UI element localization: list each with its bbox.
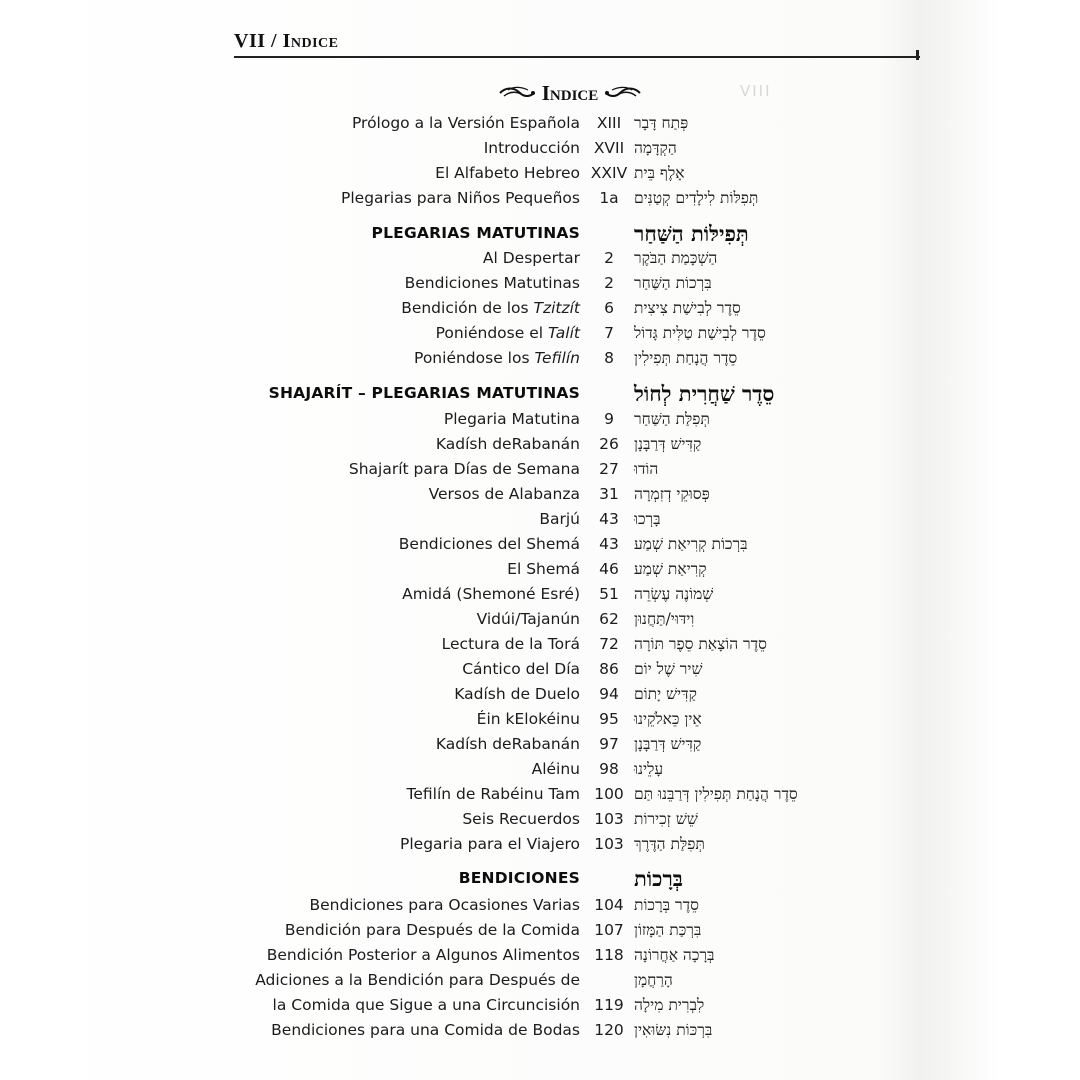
toc-entry xyxy=(0,136,1080,161)
entry-title: Barjú xyxy=(539,510,580,528)
entry-title: El Shemá xyxy=(507,560,580,578)
entry-title: Adiciones a la Bendición para Después de xyxy=(255,971,580,989)
entry-page: 95 xyxy=(599,710,619,728)
entry-title: Bendiciones para una Comida de Bodas xyxy=(271,1021,580,1039)
section-hebrew: סֵדֶר שַׁחֲרִית לְחוֹל xyxy=(634,381,775,406)
entry-title: Kadísh de Duelo xyxy=(454,685,580,703)
section-hebrew: תְּפִילּוֹת הַשַּׁחַר xyxy=(634,221,749,246)
entry-title: Bendición Posterior a Algunos Alimentos xyxy=(266,946,580,964)
section-heading xyxy=(0,381,1080,406)
entry-hebrew: לִבְרִית מִילָה xyxy=(634,996,705,1014)
entry-page: 107 xyxy=(594,921,624,939)
entry-hebrew: סֵדֶר הוֹצָאַת סֵפֶר תּוֹרָה xyxy=(634,635,767,653)
section-heading xyxy=(0,866,1080,891)
entry-hebrew: הַשְׁכָּמַת הַבֹּקֶר xyxy=(634,249,718,267)
entry-title xyxy=(414,346,580,371)
entry-page: 118 xyxy=(594,946,624,964)
entry-title: Amidá (Shemoné Esré) xyxy=(402,585,580,603)
entry-page: 6 xyxy=(604,299,614,317)
toc-entry xyxy=(0,161,1080,186)
toc-entry xyxy=(0,482,1080,507)
entry-hebrew: בִּרְכּוֹת נִשּׂוּאִין xyxy=(634,1021,713,1039)
entry-page: 26 xyxy=(599,435,619,453)
entry-title: Versos de Alabanza xyxy=(428,485,580,503)
toc-entry xyxy=(0,507,1080,532)
bleed-through-text: VIII xyxy=(740,82,772,100)
entry-page: 46 xyxy=(599,560,619,578)
section-title: SHAJARÍT – PLEGARIAS MATUTINAS xyxy=(268,384,580,402)
entry-hebrew: בִּרְכַּת הַמָּזוֹן xyxy=(634,921,702,939)
entry-hebrew: פְּסוּקֵי דְזִמְרָה xyxy=(634,485,710,503)
entry-title-italic: Tzitzít xyxy=(533,299,580,317)
toc-entry xyxy=(0,782,1080,807)
toc-entry xyxy=(0,111,1080,136)
entry-page: 104 xyxy=(594,896,624,914)
entry-title-prefix: Poniéndose los xyxy=(414,349,535,367)
toc-entry xyxy=(0,682,1080,707)
entry-hebrew: הַקְדָּמָה xyxy=(634,139,677,157)
entry-hebrew: סֵדֶר לְבִישַׁת צִיצִית xyxy=(634,299,741,317)
entry-page: 86 xyxy=(599,660,619,678)
entry-title: Bendiciones del Shemá xyxy=(398,535,580,553)
entry-title: Cántico del Día xyxy=(462,660,580,678)
entry-page: 120 xyxy=(594,1021,624,1039)
entry-hebrew: סֵדֶר בְּרָכוֹת xyxy=(634,896,699,914)
toc-entry xyxy=(0,1018,1080,1043)
toc-entry xyxy=(0,707,1080,732)
entry-hebrew: שֵׁשׁ זְכִירוֹת xyxy=(634,810,698,828)
entry-hebrew: תְּפִלּוֹת לִילָדִים קְטַנִּים xyxy=(634,189,759,207)
toc-entry xyxy=(0,432,1080,457)
entry-hebrew: פְּתַח דָּבָר xyxy=(634,114,689,132)
entry-page: 72 xyxy=(599,635,619,653)
toc-entry xyxy=(0,557,1080,582)
entry-hebrew: עָלֵינוּ xyxy=(634,760,664,778)
title-text: Indice xyxy=(541,80,599,105)
entry-hebrew: בָּרְכוּ xyxy=(634,510,661,528)
entry-title: Bendiciones Matutinas xyxy=(404,274,580,292)
entry-title xyxy=(401,296,580,321)
toc-entry xyxy=(0,832,1080,857)
entry-page: 43 xyxy=(599,535,619,553)
entry-hebrew: בִּרְכוֹת קְרִיאַת שְׁמַע xyxy=(634,535,748,553)
toc-entry xyxy=(0,893,1080,918)
left-ornament-icon xyxy=(498,85,536,101)
entry-page: 97 xyxy=(599,735,619,753)
entry-hebrew: הוֹדוּ xyxy=(634,460,659,478)
section-hebrew: בְּרָכוֹת xyxy=(634,866,683,891)
entry-page: 62 xyxy=(599,610,619,628)
index-title xyxy=(470,76,670,110)
toc-entry xyxy=(0,246,1080,271)
entry-title: Seis Recuerdos xyxy=(462,810,580,828)
toc-entry xyxy=(0,296,1080,321)
section-title: BENDICIONES xyxy=(458,869,580,887)
entry-page: 9 xyxy=(604,410,614,428)
entry-title-prefix: Poniéndose el xyxy=(435,324,548,342)
entry-hebrew: קְרִיאַת שְׁמַע xyxy=(634,560,707,578)
entry-page: 94 xyxy=(599,685,619,703)
entry-page: 31 xyxy=(599,485,619,503)
toc-entry xyxy=(0,918,1080,943)
entry-title: Aléinu xyxy=(531,760,580,778)
entry-title-italic: Tefilín xyxy=(534,349,580,367)
entry-title: Al Despertar xyxy=(482,249,580,267)
toc-entry xyxy=(0,657,1080,682)
section-title: PLEGARIAS MATUTINAS xyxy=(371,224,580,242)
entry-title: Lectura de la Torá xyxy=(441,635,580,653)
entry-title: Shajarít para Días de Semana xyxy=(348,460,580,478)
entry-title: Bendición para Después de la Comida xyxy=(284,921,580,939)
right-ornament-icon xyxy=(604,85,642,101)
entry-title: Prólogo a la Versión Española xyxy=(351,114,580,132)
entry-hebrew: קַדִּישׁ דְּרַבָּנָן xyxy=(634,435,702,453)
entry-page: 2 xyxy=(604,249,614,267)
entry-page: XIII xyxy=(596,114,622,132)
toc-entry xyxy=(0,407,1080,432)
entry-page: 43 xyxy=(599,510,619,528)
entry-page: 98 xyxy=(599,760,619,778)
entry-title xyxy=(436,321,580,346)
entry-hebrew: בְּרָכָה אַחֲרוֹנָה xyxy=(634,946,715,964)
toc-entry xyxy=(0,346,1080,371)
entry-title: Plegaria Matutina xyxy=(443,410,580,428)
toc-entry xyxy=(0,582,1080,607)
entry-page: 100 xyxy=(594,785,624,803)
entry-title: la Comida que Sigue a una Circuncisión xyxy=(272,996,580,1014)
entry-hebrew: תְּפִלַּת הַדֶּרֶךְ xyxy=(634,835,705,853)
entry-hebrew: סֵדֶר הֲנָחַת תְּפִילִין דְּרַבֵּנוּ תַּם xyxy=(634,785,798,803)
toc-entry xyxy=(0,993,1080,1018)
toc-entry xyxy=(0,271,1080,296)
toc-entry xyxy=(0,943,1080,968)
toc-entry xyxy=(0,968,1080,993)
entry-page: XVII xyxy=(593,139,625,157)
entry-hebrew: קַדִּישׁ יָתוֹם xyxy=(634,685,697,703)
toc-entry xyxy=(0,186,1080,211)
entry-page: 1a xyxy=(599,189,619,207)
entry-hebrew: וִידּוּי/תַּחֲנוּן xyxy=(634,610,695,628)
entry-hebrew: קַדִּישׁ דְּרַבָּנָן xyxy=(634,735,702,753)
entry-page: 103 xyxy=(594,835,624,853)
header-rule-tick xyxy=(916,50,919,60)
entry-title: Tefilín de Rabéinu Tam xyxy=(406,785,580,803)
entry-title-italic: Talít xyxy=(547,324,580,342)
toc-entry xyxy=(0,321,1080,346)
entry-title: Plegarias para Niños Pequeños xyxy=(341,189,580,207)
entry-hebrew: אֵין כֵּאלֹקֵינוּ xyxy=(634,710,702,728)
entry-hebrew: שִׁיר שֶׁל יוֹם xyxy=(634,660,703,678)
entry-hebrew: שְׁמוֹנֶה עֶשְׂרֵה xyxy=(634,585,714,603)
entry-title: El Alfabeto Hebreo xyxy=(435,164,580,182)
entry-title: Plegaria para el Viajero xyxy=(400,835,580,853)
entry-hebrew: אָלֶף בֵּית xyxy=(634,164,685,182)
entry-title: Kadísh deRabanán xyxy=(435,735,580,753)
toc-entry xyxy=(0,632,1080,657)
entry-title: Éin kElokéinu xyxy=(476,710,580,728)
toc-entry xyxy=(0,732,1080,757)
toc-entry xyxy=(0,757,1080,782)
running-head: VII / Indice xyxy=(234,30,339,52)
entry-page: 103 xyxy=(594,810,624,828)
entry-page: 2 xyxy=(604,274,614,292)
entry-page: 51 xyxy=(599,585,619,603)
header-rule xyxy=(234,56,920,58)
entry-hebrew: סֵדֶר הֲנָחַת תְּפִילִין xyxy=(634,349,738,367)
entry-page: 119 xyxy=(594,996,624,1014)
entry-title: Introducción xyxy=(483,139,580,157)
entry-hebrew: הָרַחֲמָן xyxy=(634,971,673,989)
entry-page: 27 xyxy=(599,460,619,478)
entry-hebrew: תְּפִלַּת הַשַּׁחַר xyxy=(634,410,710,428)
section-heading xyxy=(0,221,1080,246)
toc-entry xyxy=(0,457,1080,482)
entry-title: Bendiciones para Ocasiones Varias xyxy=(309,896,580,914)
entry-hebrew: בִּרְכוֹת הַשַּׁחַר xyxy=(634,274,712,292)
entry-page: 8 xyxy=(604,349,614,367)
toc-entry xyxy=(0,532,1080,557)
entry-page: 7 xyxy=(604,324,614,342)
toc-entry xyxy=(0,607,1080,632)
entry-title: Vidúi/Tajanún xyxy=(476,610,580,628)
entry-hebrew: סֵדֶר לְבִישַׁת טַלִּית גָּדוֹל xyxy=(634,324,766,342)
entry-title-prefix: Bendición de los xyxy=(401,299,534,317)
entry-page: XXIV xyxy=(590,164,628,182)
toc-entry xyxy=(0,807,1080,832)
entry-title: Kadísh deRabanán xyxy=(435,435,580,453)
